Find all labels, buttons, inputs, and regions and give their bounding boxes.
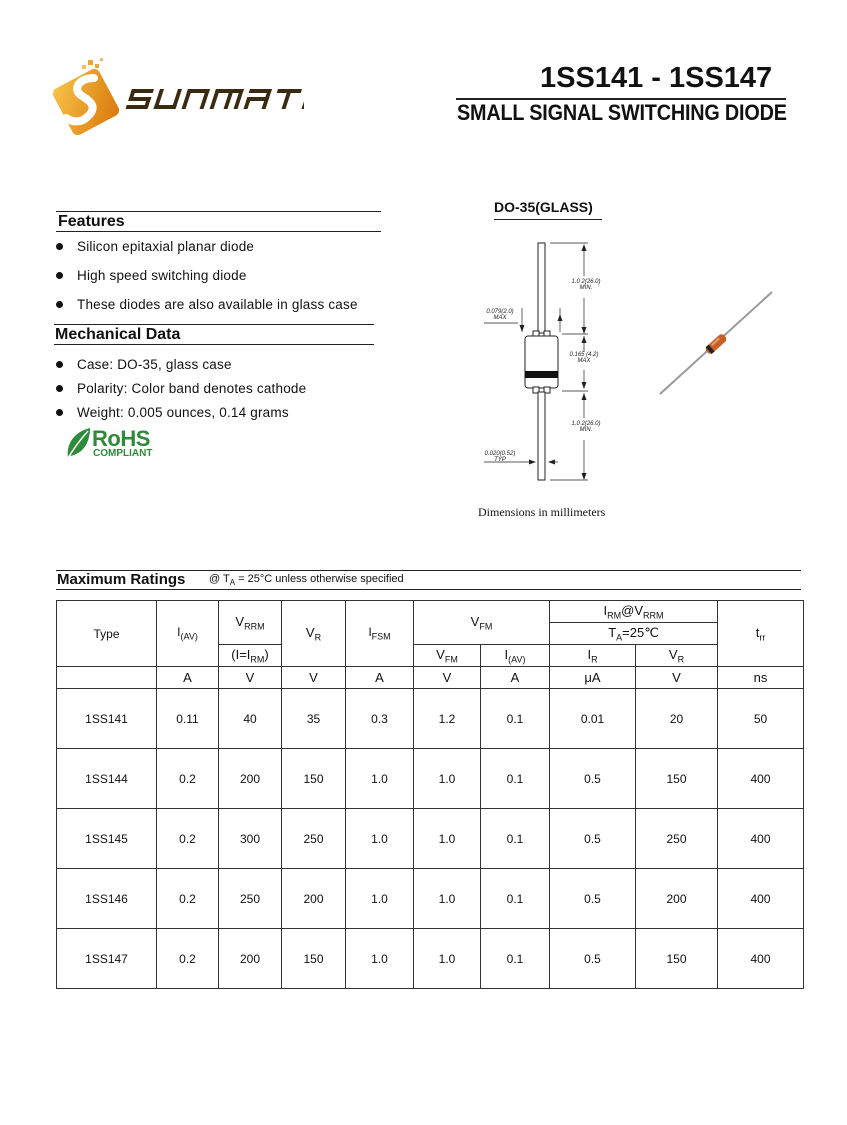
table-row xyxy=(57,749,804,809)
value-cell: 200 xyxy=(219,929,282,989)
value-cell: 400 xyxy=(718,749,804,809)
feature-item: These diodes are also available in glass case xyxy=(56,297,358,312)
value-cell: 300 xyxy=(219,809,282,869)
lead-diameter-dim: 0.020(0.52) TYP xyxy=(484,451,516,463)
value-cell: 1.0 xyxy=(414,809,481,869)
features-heading: Features xyxy=(58,213,125,230)
ratings-body xyxy=(57,689,804,989)
value-cell: 250 xyxy=(282,809,346,869)
features-top-rule xyxy=(56,211,381,212)
type-cell: 1SS141 xyxy=(57,689,157,749)
vfm-header: $V_{FM}$ xyxy=(414,645,481,667)
diode-photo-image xyxy=(656,286,778,398)
package-title: DO-35(GLASS) xyxy=(494,199,593,215)
value-cell: 400 xyxy=(718,929,804,989)
dimensions-caption: Dimensions in millimeters xyxy=(478,505,606,519)
value-cell: 0.5 xyxy=(550,749,636,809)
bullet-icon xyxy=(56,272,63,279)
ratings-table xyxy=(56,600,804,989)
rohs-badge xyxy=(64,426,174,462)
table-row xyxy=(57,809,804,869)
trr-header: $t_{rr}$ xyxy=(718,601,804,667)
value-cell: 0.5 xyxy=(550,809,636,869)
value-cell: 1.0 xyxy=(414,869,481,929)
value-cell: 150 xyxy=(282,749,346,809)
value-cell: 150 xyxy=(636,929,718,989)
type-cell: 1SS144 xyxy=(57,749,157,809)
value-cell: 0.2 xyxy=(157,869,219,929)
bullet-icon xyxy=(56,243,63,250)
body-length-dim: 0.165 (4.2) MAX xyxy=(569,352,599,364)
lead-length-top-dim: 1.0 2(26.0) MIN. xyxy=(571,279,601,291)
features-bottom-rule xyxy=(56,231,381,232)
vrrm-header: $V_{RRM}$ xyxy=(219,601,282,645)
value-cell: 40 xyxy=(219,689,282,749)
value-cell: 400 xyxy=(718,809,804,869)
unit-cell: V xyxy=(282,667,346,689)
ifsm-header: $I_{FSM}$ xyxy=(346,601,414,667)
brand-logo xyxy=(42,56,304,142)
table-row xyxy=(57,689,804,749)
unit-cell: μA xyxy=(550,667,636,689)
value-cell: 0.01 xyxy=(550,689,636,749)
value-cell: 1.0 xyxy=(414,749,481,809)
sunmate-logo-icon xyxy=(42,56,304,142)
feature-item: Silicon epitaxial planar diode xyxy=(56,239,254,254)
value-cell: 0.2 xyxy=(157,929,219,989)
value-cell: 1.0 xyxy=(346,869,414,929)
leaf-icon xyxy=(64,426,92,460)
value-cell: 0.1 xyxy=(481,929,550,989)
unit-cell: V xyxy=(414,667,481,689)
type-header: Type xyxy=(57,601,157,667)
value-cell: 50 xyxy=(718,689,804,749)
iav-test-header: $I_{(AV)}$ xyxy=(481,645,550,667)
value-cell: 0.1 xyxy=(481,809,550,869)
unit-cell: A xyxy=(157,667,219,689)
lead-length-bottom-dim: 1.0 2(26.0) MIN. xyxy=(571,421,601,433)
value-cell: 400 xyxy=(718,869,804,929)
value-cell: 1.2 xyxy=(414,689,481,749)
value-cell: 0.5 xyxy=(550,929,636,989)
vfm-group-header: $V_{FM}$ xyxy=(414,601,550,645)
table-row xyxy=(57,929,804,989)
value-cell: 200 xyxy=(636,869,718,929)
value-cell: 250 xyxy=(219,869,282,929)
value-cell: 1.0 xyxy=(414,929,481,989)
mechanical-item: Polarity: Color band denotes cathode xyxy=(56,381,306,396)
unit-cell: ns xyxy=(718,667,804,689)
page-subtitle: SMALL SIGNAL SWITCHING DIODE xyxy=(457,100,787,125)
value-cell: 0.2 xyxy=(157,749,219,809)
ratings-heading: Maximum Ratings xyxy=(57,571,186,588)
type-cell: 1SS146 xyxy=(57,869,157,929)
ratings-condition: @ $T_A = 25^\circ C$ unless otherwise specified xyxy=(209,573,404,588)
bullet-icon xyxy=(56,301,63,308)
value-cell: 0.3 xyxy=(346,689,414,749)
type-cell: 1SS145 xyxy=(57,809,157,869)
package-title-rule xyxy=(494,219,602,220)
value-cell: 0.2 xyxy=(157,809,219,869)
value-cell: 0.1 xyxy=(481,749,550,809)
feature-item: High speed switching diode xyxy=(56,268,247,283)
rohs-compliant-label: COMPLIANT xyxy=(93,448,153,459)
value-cell: 20 xyxy=(636,689,718,749)
bullet-icon xyxy=(56,385,63,392)
part-range-title: 1SS141 - 1SS147 xyxy=(540,62,773,94)
unit-cell: A xyxy=(346,667,414,689)
mechanical-top-rule xyxy=(54,324,374,325)
rohs-logo-text: RoHS xyxy=(92,426,150,451)
ir-header: $I_R$ xyxy=(550,645,636,667)
mechanical-heading: Mechanical Data xyxy=(55,326,181,343)
value-cell: 1.0 xyxy=(346,929,414,989)
type-cell: 1SS147 xyxy=(57,929,157,989)
value-cell: 1.0 xyxy=(346,749,414,809)
body-diameter-dim: 0.079(2.0) MAX xyxy=(486,309,514,321)
value-cell: 0.1 xyxy=(481,869,550,929)
unit-cell-blank xyxy=(57,667,157,689)
table-row xyxy=(57,869,804,929)
vrrm-condition-header: $(I=I_{RM})$ xyxy=(219,645,282,667)
iav-header: $I_{(AV)}$ xyxy=(157,601,219,667)
mechanical-item: Case: DO-35, glass case xyxy=(56,357,232,372)
ratings-bottom-rule xyxy=(56,589,801,590)
mechanical-bottom-rule xyxy=(54,344,374,345)
value-cell: 0.5 xyxy=(550,869,636,929)
value-cell: 0.1 xyxy=(481,689,550,749)
bullet-icon xyxy=(56,361,63,368)
value-cell: 200 xyxy=(282,869,346,929)
irm-group-header: $I_{RM}@V_{RRM}$ xyxy=(550,601,718,623)
value-cell: 150 xyxy=(636,749,718,809)
value-cell: 150 xyxy=(282,929,346,989)
unit-cell: V xyxy=(219,667,282,689)
units-row xyxy=(57,667,804,689)
bullet-icon xyxy=(56,409,63,416)
value-cell: 200 xyxy=(219,749,282,809)
mechanical-item: Weight: 0.005 ounces, 0.14 grams xyxy=(56,405,289,420)
vr-header: $V_R$ xyxy=(282,601,346,667)
value-cell: 35 xyxy=(282,689,346,749)
value-cell: 250 xyxy=(636,809,718,869)
unit-cell: V xyxy=(636,667,718,689)
unit-cell: A xyxy=(481,667,550,689)
value-cell: 1.0 xyxy=(346,809,414,869)
vr-test-header: $V_R$ xyxy=(636,645,718,667)
value-cell: 0.11 xyxy=(157,689,219,749)
ta-condition-header: $T_A=25℃$ xyxy=(550,623,718,645)
